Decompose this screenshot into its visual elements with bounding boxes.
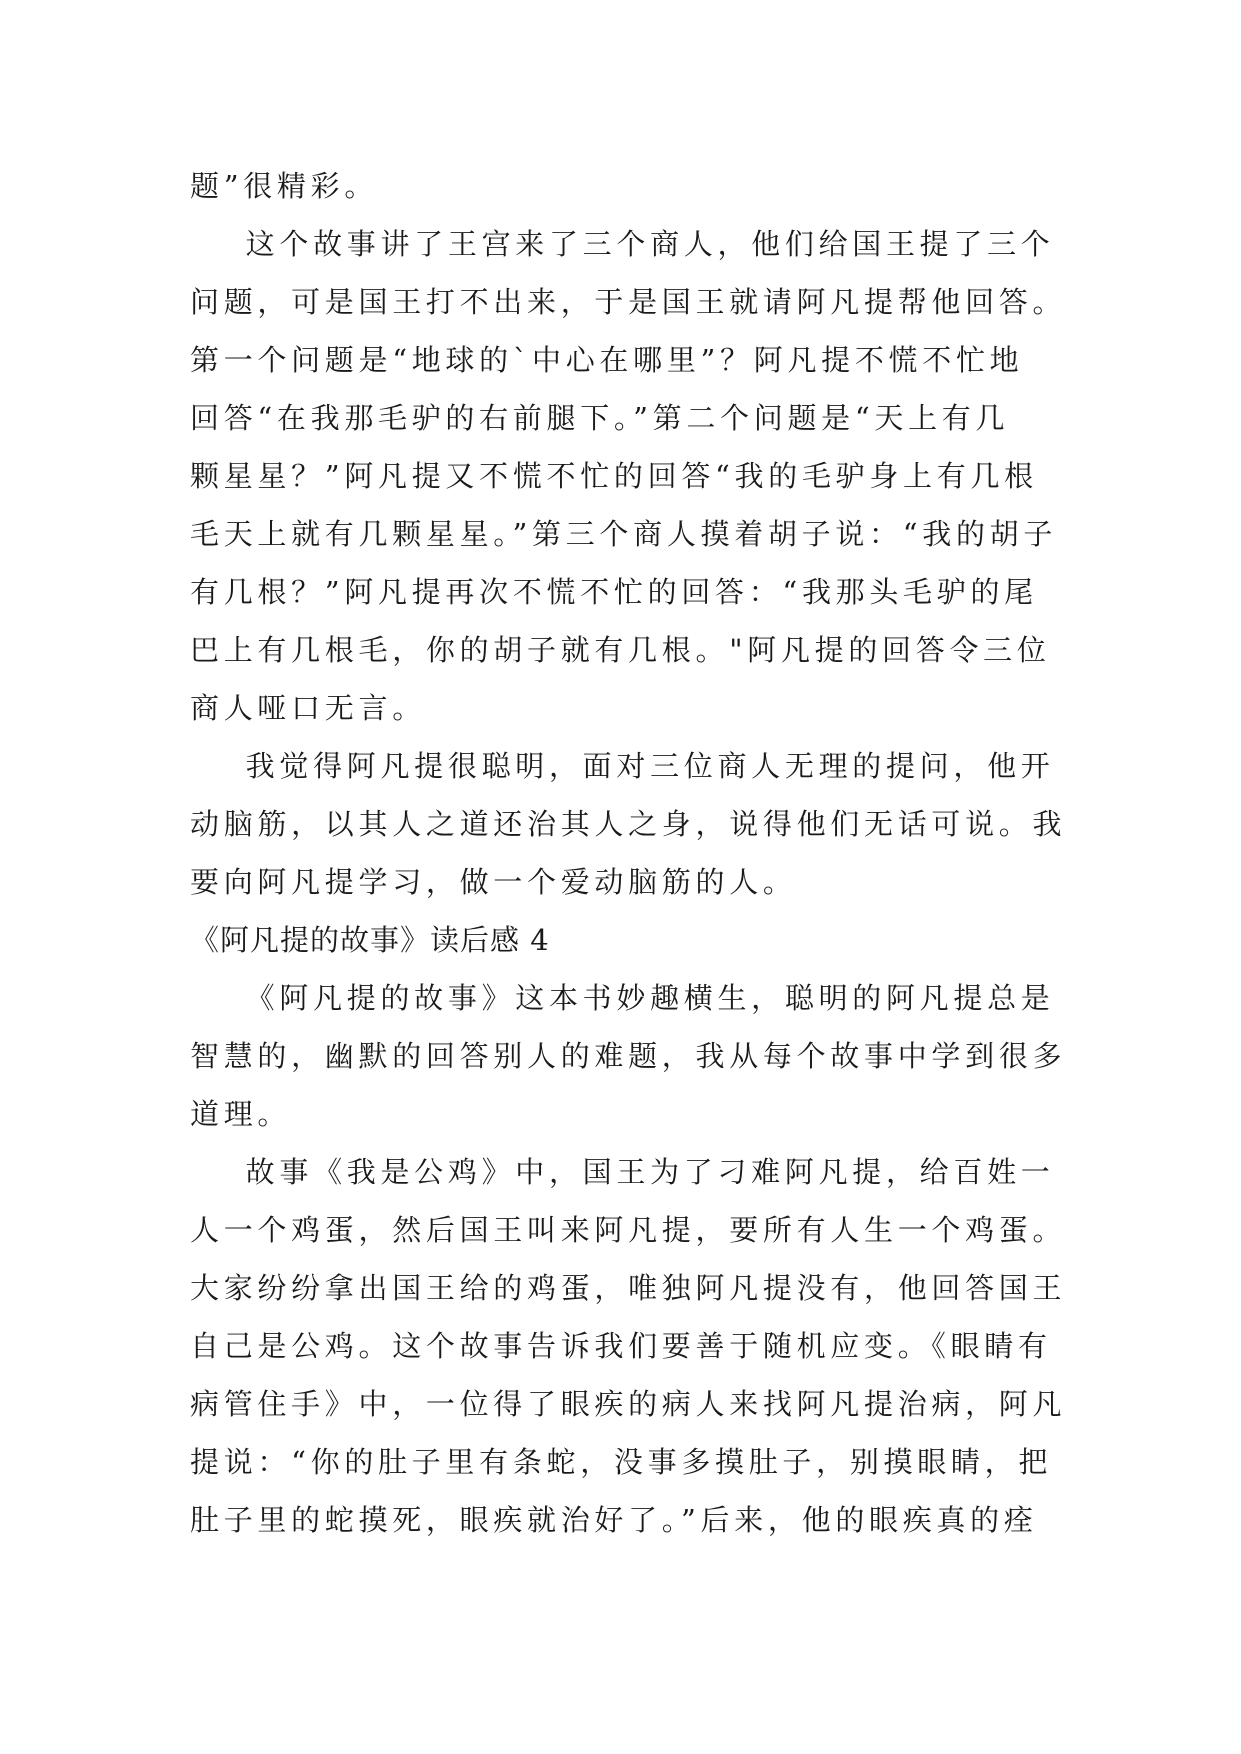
text-line: 道理。 (190, 1097, 292, 1131)
text-line: 自己是公鸡。这个故事告诉我们要善于随机应变。《眼睛有 (190, 1329, 1052, 1363)
section-heading: 《阿凡提的故事》读后感 4 (190, 923, 550, 957)
text-line: 肚子里的蛇摸死，眼疾就治好了。”后来，他的眼疾真的痊 (190, 1503, 1038, 1537)
text-line: 问题，可是国王打不出来，于是国王就请阿凡提帮他回答。 (190, 285, 1067, 319)
text-line: 这个故事讲了王宫来了三个商人，他们给国王提了三个 (190, 227, 1055, 261)
text-line: 商人哑口无言。 (190, 691, 426, 725)
text-line: 要向阿凡提学习，做一个爱动脑筋的人。 (190, 865, 797, 899)
text-line: 病管住手》中，一位得了眼疾的病人来找阿凡提治病，阿凡 (190, 1387, 1067, 1421)
text-line: 故事《我是公鸡》中，国王为了刁难阿凡提，给百姓一 (190, 1155, 1055, 1189)
text-line: 有几根？”阿凡提再次不慌不忙的回答：“我那头毛驴的尾 (190, 575, 1038, 609)
text-line: 巴上有几根毛，你的胡子就有几根。"阿凡提的回答令三位 (190, 633, 1051, 667)
text-line: 题”很精彩。 (190, 169, 379, 203)
text-line: 《阿凡提的故事》这本书妙趣横生，聪明的阿凡提总是 (190, 981, 1055, 1015)
text-line: 毛天上就有几颗星星。”第三个商人摸着胡子说：“我的胡子 (190, 517, 1058, 551)
document-body (190, 157, 1070, 1549)
text-line: 颗星星？”阿凡提又不慌不忙的回答“我的毛驴身上有几根 (190, 459, 1038, 493)
text-line: 动脑筋，以其人之道还治其人之身，说得他们无话可说。我 (190, 807, 1067, 841)
text-line: 大家纷纷拿出国王给的鸡蛋，唯独阿凡提没有，他回答国王 (190, 1271, 1067, 1305)
text-line: 提说：“你的肚子里有条蛇，没事多摸肚子，别摸眼睛，把 (190, 1445, 1053, 1479)
text-line: 我觉得阿凡提很聪明，面对三位商人无理的提问，他开 (190, 749, 1055, 783)
text-line: 人一个鸡蛋，然后国王叫来阿凡提，要所有人生一个鸡蛋。 (190, 1213, 1067, 1247)
text-line: 智慧的，幽默的回答别人的难题，我从每个故事中学到很多 (190, 1039, 1067, 1073)
text-line: 回答“在我那毛驴的右前腿下。”第二个问题是“天上有几 (190, 401, 1010, 435)
text-line: 第一个问题是“地球的`中心在哪里”？阿凡提不慌不忙地 (190, 343, 1024, 377)
